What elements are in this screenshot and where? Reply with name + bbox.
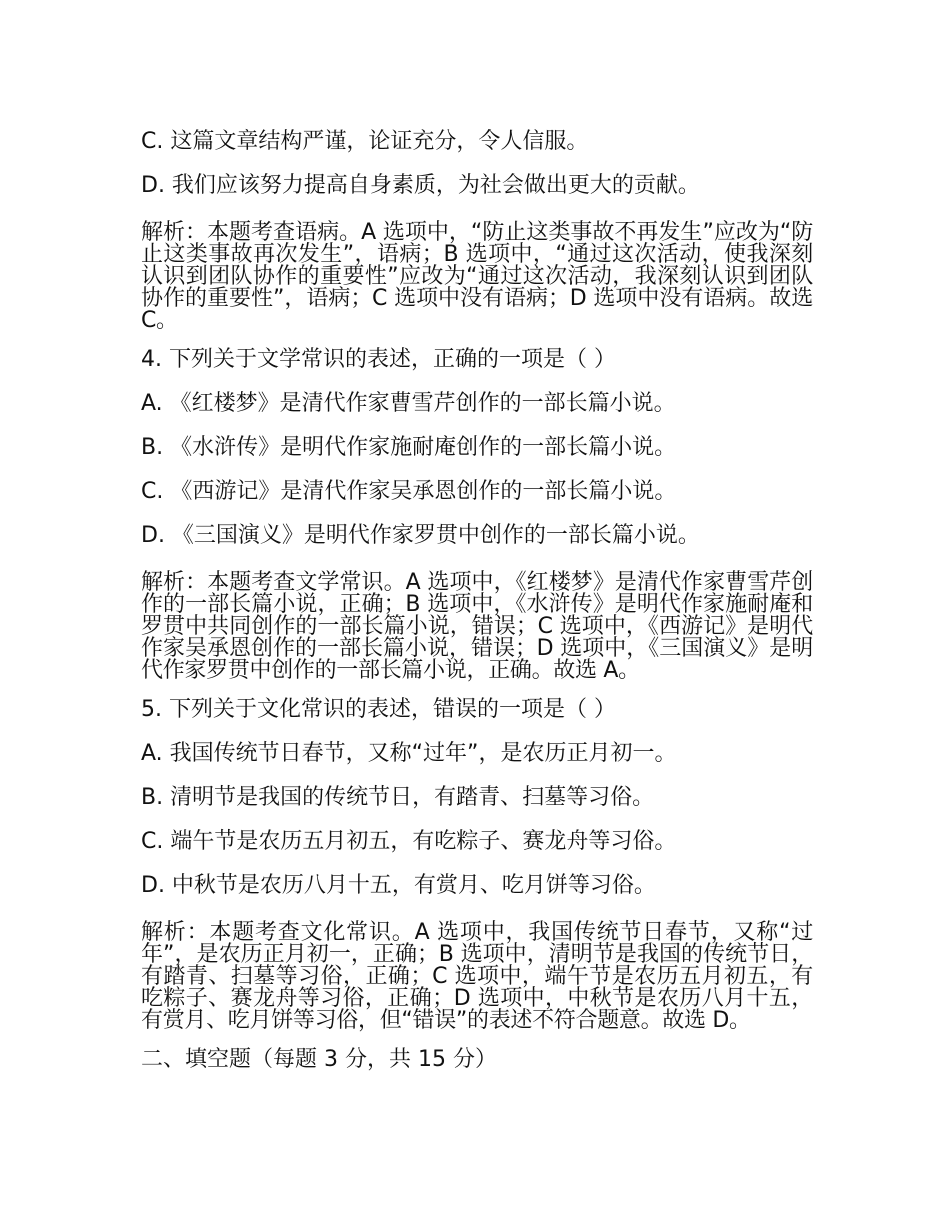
q3-option-d: D. 我们应该努力提高自身素质，为社会做出更大的贡献。 xyxy=(141,173,700,198)
q4-analysis: 解析：本题考查文学常识。A 选项中，《红楼梦》是清代作家曹雪芹创作的一部长篇小说，正确；B 选项中，《水浒传》是明代作家施耐庵和罗贯中共同创作的一部长篇小说，错误；C 选项中，《西游记》是明代作家吴承恩创作的一部长篇小说，错误；D 选项中，《三国演义》是明代作家罗贯中创作的一部长篇小说，正确。故选 A。 xyxy=(141,570,813,683)
q4-option-d: D. 《三国演义》是明代作家罗贯中创作的一部长篇小说。 xyxy=(141,523,700,548)
q4-option-a: A. 《红楼梦》是清代作家曹雪芹创作的一部长篇小说。 xyxy=(141,391,676,416)
q5-option-c: C. 端午节是农历五月初五，有吃粽子、赛龙舟等习俗。 xyxy=(141,829,677,854)
q5-question: 5. 下列关于文化常识的表述，错误的一项是（ ） xyxy=(141,697,616,722)
q5-option-d: D. 中秋节是农历八月十五，有赏月、吃月饼等习俗。 xyxy=(141,873,656,898)
q5-option-b: B. 清明节是我国的传统节日，有踏青、扫墓等习俗。 xyxy=(141,785,655,810)
section-heading-fill-in: 二、填空题（每题 3 分，共 15 分） xyxy=(141,1047,497,1072)
q4-option-c: C. 《西游记》是清代作家吴承恩创作的一部长篇小说。 xyxy=(141,479,677,504)
q5-option-a: A. 我国传统节日春节，又称“过年”，是农历正月初一。 xyxy=(141,741,677,766)
q3-option-c: C. 这篇文章结构严谨，论证充分，令人信服。 xyxy=(141,129,589,154)
q4-question: 4. 下列关于文学常识的表述，正确的一项是（ ） xyxy=(141,347,616,372)
page-content xyxy=(141,126,813,1088)
q3-analysis: 解析：本题考查语病。A 选项中，“防止这类事故不再发生”应改为“防止这类事故再次发生”，语病；B 选项中，“通过这次活动，使我深刻认识到团队协作的重要性”应改为“通过这次活动，我深刻认识到团队协作的重要性”，语病；C 选项中没有语病；D 选项中没有语病。故选 C。 xyxy=(141,220,813,333)
q4-option-b: B. 《水浒传》是明代作家施耐庵创作的一部长篇小说。 xyxy=(141,435,677,460)
q5-analysis: 解析：本题考查文化常识。A 选项中，我国传统节日春节，又称“过年”，是农历正月初一，正确；B 选项中，清明节是我国的传统节日，有踏青、扫墓等习俗，正确；C 选项中，端午节是农历五月初五，有吃粽子、赛龙舟等习俗，正确；D 选项中，中秋节是农历八月十五，有赏月、吃月饼等习俗，但“错误”的表述不符合题意。故选 D。 xyxy=(141,920,813,1033)
